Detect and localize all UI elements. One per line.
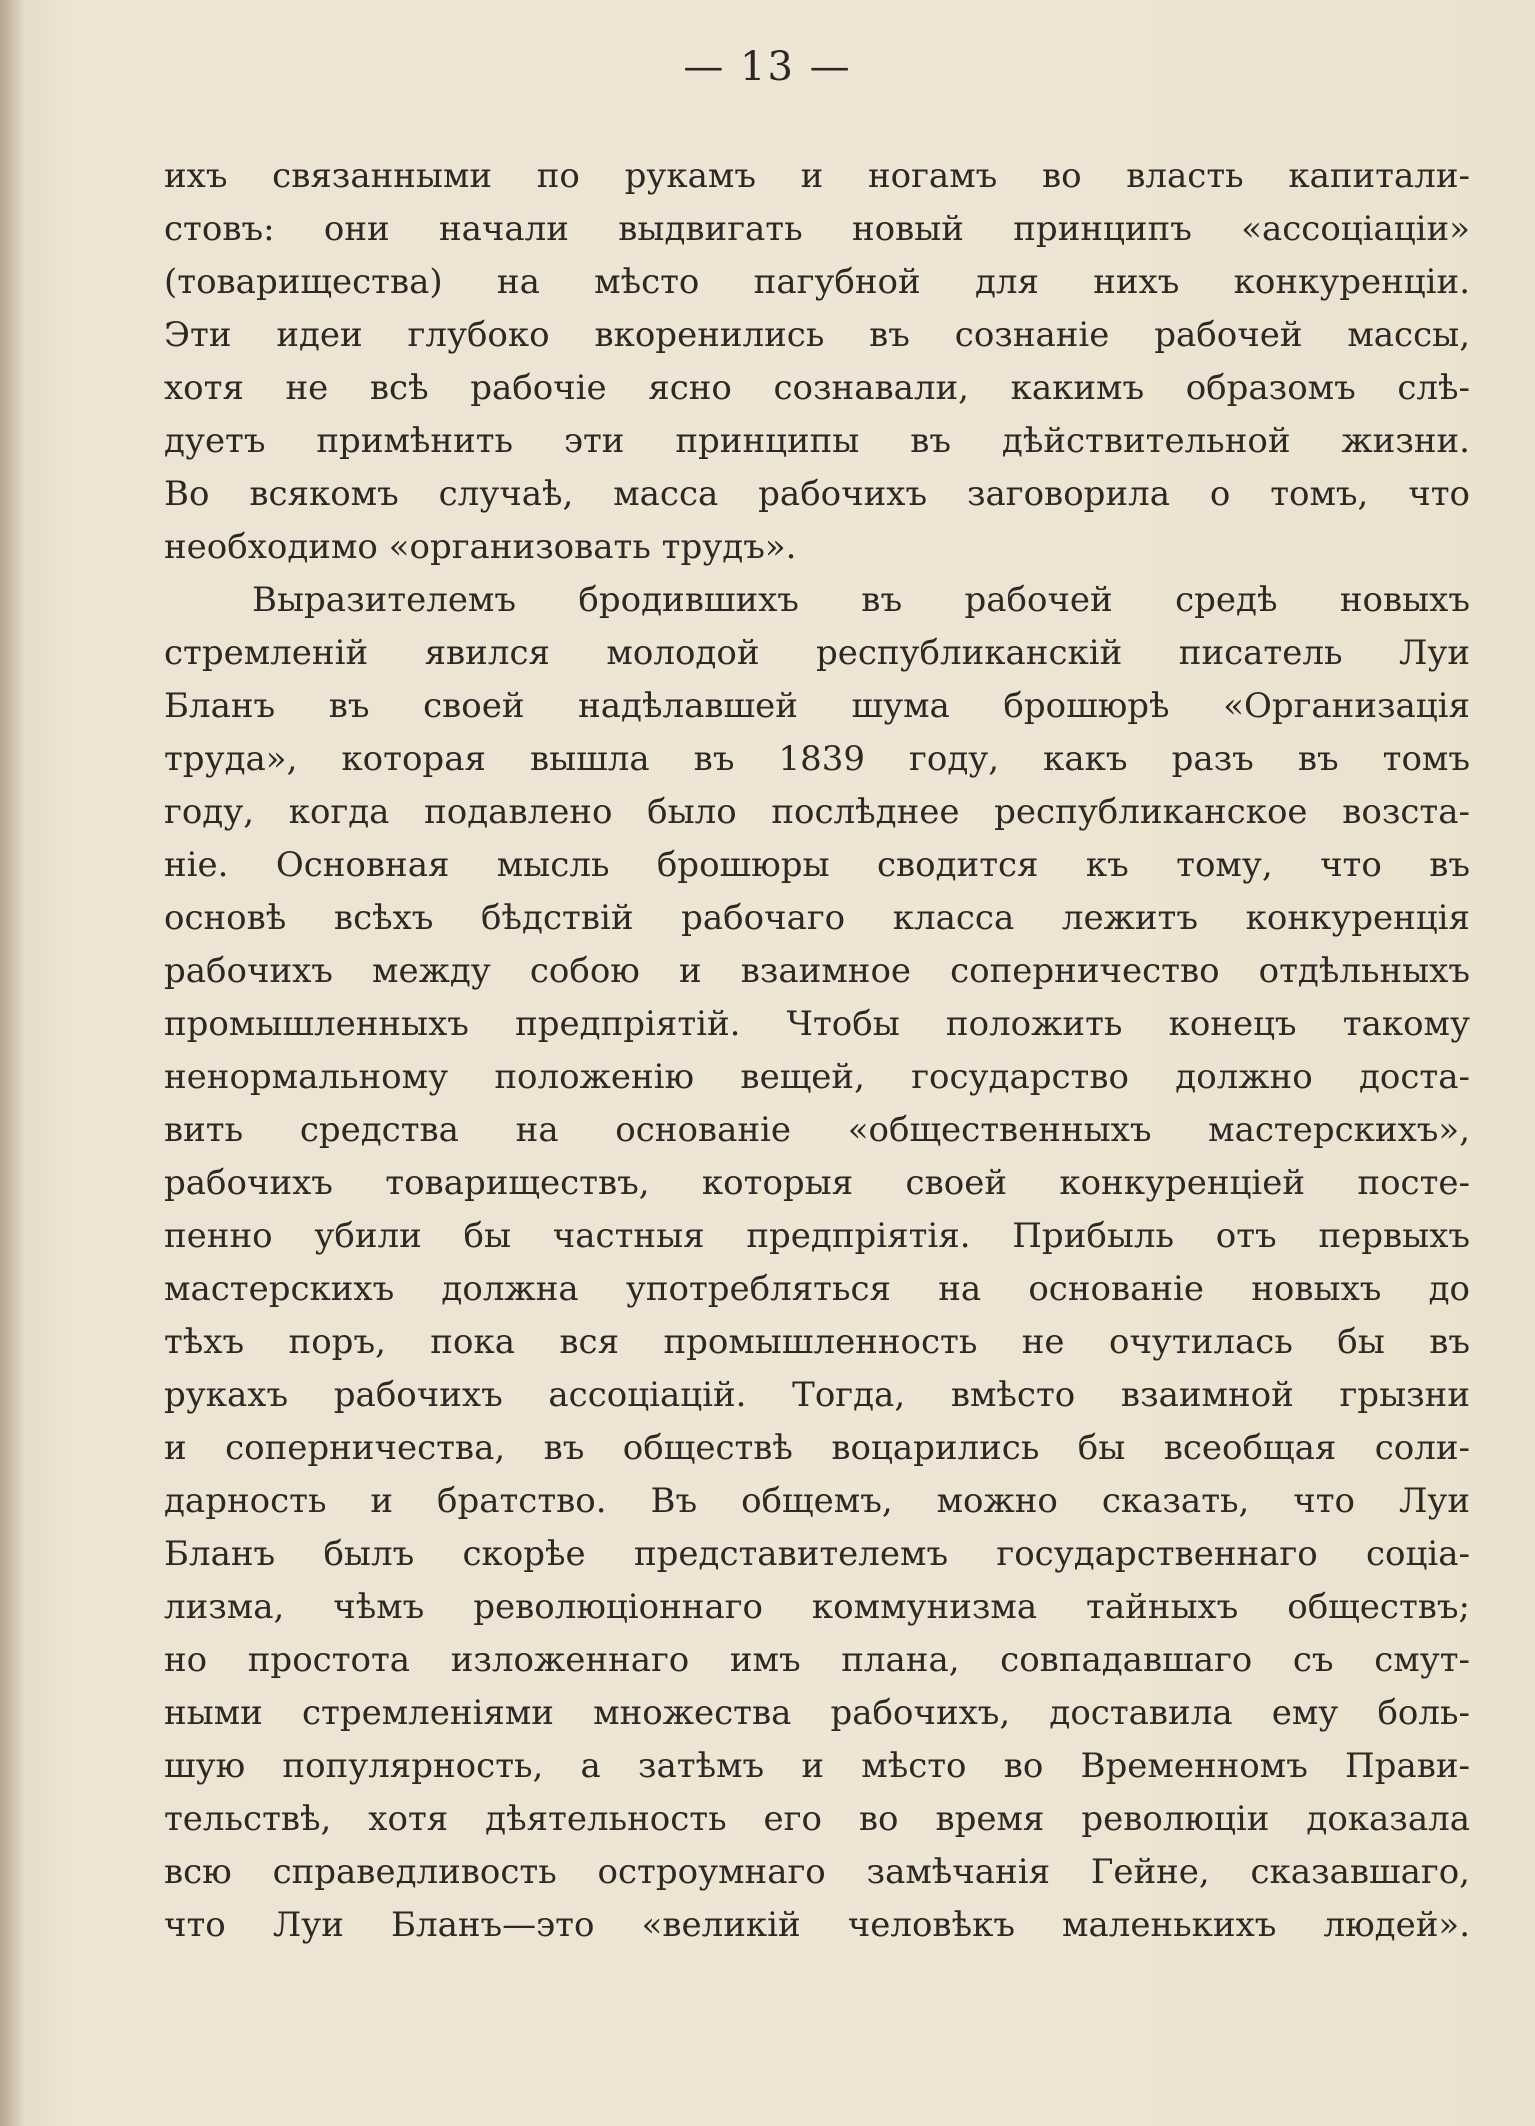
text-line: хотя не всѣ рабочіе ясно сознавали, какимъ образомъ слѣ- <box>164 368 1470 408</box>
text-line: ихъ связанными по рукамъ и ногамъ во власть капитали- <box>164 156 1470 196</box>
text-line: Выразителемъ бродившихъ въ рабочей средѣ новыхъ <box>252 580 1470 620</box>
text-line: тельствѣ, хотя дѣятельность его во время революціи доказала <box>164 1799 1470 1839</box>
text-line: году, когда подавлено было послѣднее республиканское возста- <box>164 792 1470 832</box>
text-line: но простота изложеннаго имъ плана, совпадавшаго съ смут- <box>164 1640 1470 1680</box>
text-line: необходимо «организовать трудъ». <box>164 527 797 567</box>
text-line: мастерскихъ должна употребляться на основаніе новыхъ до <box>164 1269 1470 1309</box>
text-line: Бланъ въ своей надѣлавшей шума брошюрѣ «Организація <box>164 686 1470 726</box>
binding-shadow <box>0 0 24 2126</box>
text-line: основѣ всѣхъ бѣдствій рабочаго класса лежитъ конкуренція <box>164 898 1470 938</box>
text-line: дарность и братство. Въ общемъ, можно сказать, что Луи <box>164 1481 1470 1521</box>
text-line: вить средства на основаніе «общественныхъ мастерскихъ», <box>164 1110 1470 1150</box>
text-line: лизма, чѣмъ революціоннаго коммунизма тайныхъ обществъ; <box>164 1587 1470 1627</box>
body-text <box>164 150 1470 1952</box>
text-line: шую популярность, а затѣмъ и мѣсто во Временномъ Прави- <box>164 1746 1470 1786</box>
text-line: всю справедливость остроумнаго замѣчанія Гейне, сказавшаго, <box>164 1852 1470 1892</box>
text-line: стовъ: они начали выдвигать новый принципъ «ассоціаціи» <box>164 209 1470 249</box>
text-line: что Луи Бланъ—это «великій человѣкъ маленькихъ людей». <box>164 1905 1470 1945</box>
text-line: труда», которая вышла въ 1839 году, какъ разъ въ томъ <box>164 739 1470 779</box>
text-line: (товарищества) на мѣсто пагубной для нихъ конкуренціи. <box>164 262 1470 302</box>
text-line: стремленій явился молодой республиканскій писатель Луи <box>164 633 1470 673</box>
text-line: дуетъ примѣнить эти принципы въ дѣйствительной жизни. <box>164 421 1470 461</box>
page-number: — 13 — <box>683 44 852 90</box>
text-line: Во всякомъ случаѣ, масса рабочихъ заговорила о томъ, что <box>164 474 1470 514</box>
text-line: пенно убили бы частныя предпріятія. Прибыль отъ первыхъ <box>164 1216 1470 1256</box>
text-line: Эти идеи глубоко вкоренились въ сознаніе рабочей массы, <box>164 315 1470 355</box>
text-line: рукахъ рабочихъ ассоціацій. Тогда, вмѣсто взаимной грызни <box>164 1375 1470 1415</box>
text-line: и соперничества, въ обществѣ воцарились бы всеобщая соли- <box>164 1428 1470 1468</box>
text-line: ніе. Основная мысль брошюры сводится къ тому, что въ <box>164 845 1470 885</box>
text-line: ненормальному положенію вещей, государство должно доста- <box>164 1057 1470 1097</box>
text-line: тѣхъ поръ, пока вся промышленность не очутилась бы въ <box>164 1322 1470 1362</box>
text-line: рабочихъ товариществъ, которыя своей конкуренціей посте- <box>164 1163 1470 1203</box>
text-line: промышленныхъ предпріятій. Чтобы положить конецъ такому <box>164 1004 1470 1044</box>
text-line: рабочихъ между собою и взаимное соперничество отдѣльныхъ <box>164 951 1470 991</box>
text-line: Бланъ былъ скорѣе представителемъ государственнаго соціа- <box>164 1534 1470 1574</box>
text-line: ными стремленіями множества рабочихъ, доставила ему боль- <box>164 1693 1470 1733</box>
